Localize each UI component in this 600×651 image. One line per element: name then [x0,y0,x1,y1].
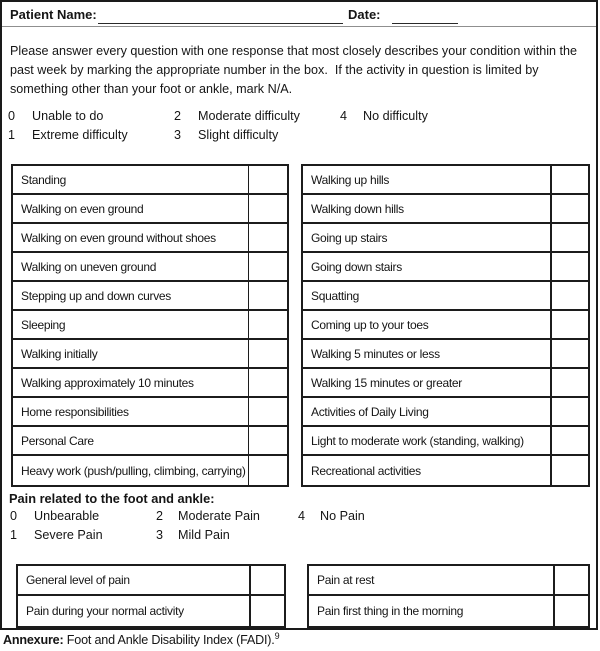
table-row [303,224,588,253]
scale-value-3: 3 [174,128,182,142]
activity-label: Walking 5 minutes or less [303,340,552,367]
scale-value-4: 4 [340,109,348,123]
activity-label: Going up stairs [303,224,552,251]
answer-box[interactable] [249,427,287,454]
scale-label-2: Moderate difficulty [198,109,300,123]
patient-name-label: Patient Name: [10,7,97,22]
pain-item-label: General level of pain [18,566,251,594]
answer-box[interactable] [552,224,588,251]
activity-label: Coming up to your toes [303,311,552,338]
table-row [303,253,588,282]
pain-scale-label-0: Unbearable [34,509,100,523]
table-row [18,566,284,596]
activity-label: Activities of Daily Living [303,398,552,425]
activity-label: Heavy work (push/pulling, climbing, carrying) [13,456,249,485]
table-row [13,398,287,427]
header-separator-line [2,26,596,27]
answer-box[interactable] [249,166,287,193]
pain-item-label: Pain at rest [309,566,555,594]
answer-box[interactable] [249,224,287,251]
table-row [13,311,287,340]
pain-section-title: Pain related to the foot and ankle: [9,491,215,506]
date-field-line[interactable] [392,10,458,24]
difficulty-scale-legend [0,109,596,149]
table-row [309,596,588,626]
table-row [303,340,588,369]
activity-label: Squatting [303,282,552,309]
table-row [303,369,588,398]
table-row [13,195,287,224]
table-row [18,596,284,626]
table-row [303,398,588,427]
answer-box[interactable] [552,427,588,454]
answer-box[interactable] [249,195,287,222]
answer-box[interactable] [552,311,588,338]
instructions-text: Please answer every question with one response that most closely describes your condition within the past week by marking the appropriate number in the box. If the activity in question is limited by something other than your foot or ankle, mark N/A. [10,44,581,96]
activity-table-right [301,164,590,487]
table-row [303,456,588,485]
pain-scale-value-0: 0 [10,509,18,523]
answer-box[interactable] [552,340,588,367]
answer-box[interactable] [251,566,284,594]
answer-box[interactable] [251,596,284,626]
answer-box[interactable] [552,282,588,309]
pain-table-left [16,564,286,628]
pain-scale-label-4: No Pain [320,509,365,523]
pain-scale-value-3: 3 [156,528,164,542]
pain-scale-legend [0,509,596,549]
reference-superscript: 9 [274,630,280,641]
scale-value-0: 0 [8,109,16,123]
patient-name-field-line[interactable] [98,10,343,24]
scale-label-4: No difficulty [363,109,428,123]
answer-box[interactable] [555,596,588,626]
answer-box[interactable] [555,566,588,594]
table-row [13,166,287,195]
answer-box[interactable] [249,311,287,338]
activity-label: Stepping up and down curves [13,282,249,309]
answer-box[interactable] [552,195,588,222]
activity-label: Personal Care [13,427,249,454]
table-row [13,253,287,282]
table-row [13,224,287,253]
date-label: Date: [348,7,381,22]
scale-label-1: Extreme difficulty [32,128,128,142]
table-row [13,369,287,398]
table-row [13,427,287,456]
activity-label: Walking on uneven ground [13,253,249,280]
pain-scale-label-3: Mild Pain [178,528,230,542]
activity-label: Walking on even ground without shoes [13,224,249,251]
table-row [13,282,287,311]
activity-label: Light to moderate work (standing, walking) [303,427,552,454]
answer-box[interactable] [249,282,287,309]
scale-value-1: 1 [8,128,16,142]
answer-box[interactable] [552,456,588,485]
table-row [309,566,588,596]
table-row [303,427,588,456]
table-row [303,282,588,311]
activity-label: Walking on even ground [13,195,249,222]
annexure-text: Foot and Ankle Disability Index (FADI). [66,633,275,647]
pain-scale-value-1: 1 [10,528,18,542]
answer-box[interactable] [552,253,588,280]
scale-label-3: Slight difficulty [198,128,279,142]
activity-table-left [11,164,289,487]
activity-label: Going down stairs [303,253,552,280]
table-row [13,340,287,369]
answer-box[interactable] [552,398,588,425]
pain-scale-value-4: 4 [298,509,306,523]
pain-scale-label-2: Moderate Pain [178,509,260,523]
scale-label-0: Unable to do [32,109,104,123]
table-row [303,195,588,224]
annexure-caption [3,630,280,647]
activity-label: Walking down hills [303,195,552,222]
activity-label: Recreational activities [303,456,552,485]
answer-box[interactable] [249,253,287,280]
answer-box[interactable] [552,369,588,396]
activity-label: Walking up hills [303,166,552,193]
pain-item-label: Pain during your normal activity [18,596,251,626]
activity-label: Standing [13,166,249,193]
answer-box[interactable] [249,340,287,367]
table-row [303,166,588,195]
activity-label: Home responsibilities [13,398,249,425]
activity-label: Walking approximately 10 minutes [13,369,249,396]
scale-value-2: 2 [174,109,182,123]
answer-box[interactable] [249,369,287,396]
pain-scale-label-1: Severe Pain [34,528,103,542]
answer-box[interactable] [552,166,588,193]
activity-label: Walking 15 minutes or greater [303,369,552,396]
answer-box[interactable] [249,398,287,425]
form-header [10,7,588,27]
pain-scale-value-2: 2 [156,509,164,523]
activity-label: Sleeping [13,311,249,338]
activity-label: Walking initially [13,340,249,367]
annexure-label: Annexure: [3,633,64,647]
table-row [303,311,588,340]
pain-table-right [307,564,590,628]
answer-box[interactable] [249,456,287,485]
table-row [13,456,287,485]
pain-item-label: Pain first thing in the morning [309,596,555,626]
